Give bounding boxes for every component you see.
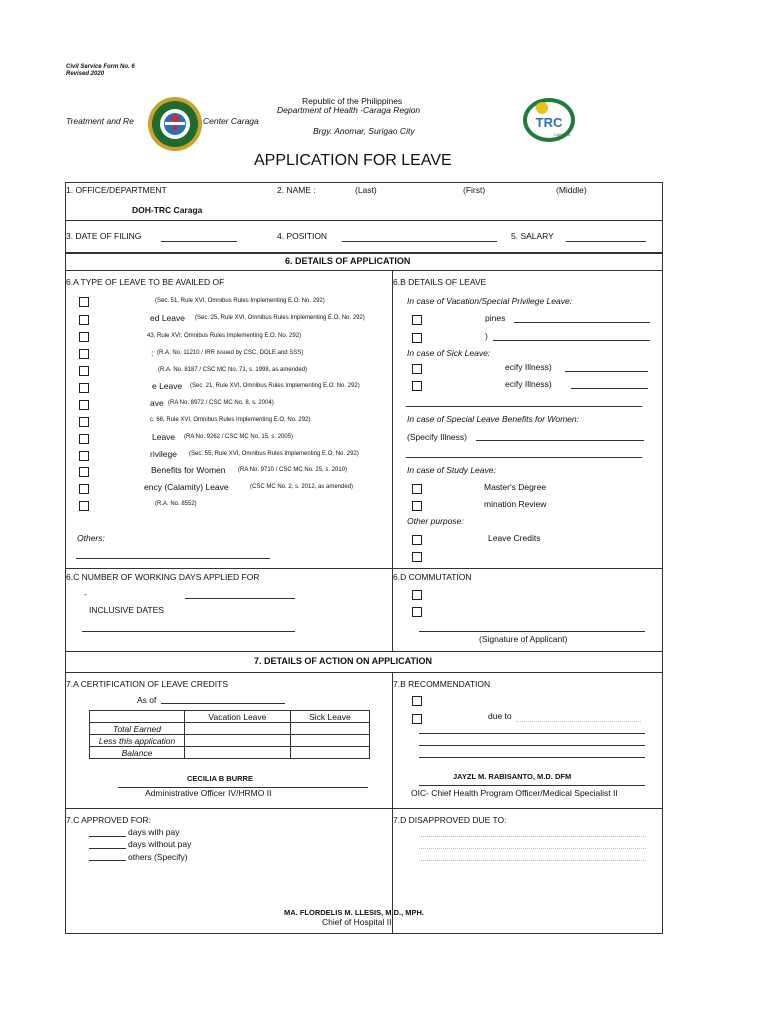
other-purpose-caption: Other purpose: <box>407 516 464 526</box>
applicant-signature-line[interactable] <box>419 631 645 632</box>
leave-type-reference: (RA No. 9710 / CSC MC No. 25, s. 2010) <box>238 467 348 473</box>
leave-type-reference: (Sec. 55, Rule XVI, Omnibus Rules Implementing E.O. No. 292) <box>189 451 359 457</box>
section6d-title: 6.D COMMUTATION <box>393 572 472 582</box>
leave-type-checkbox[interactable] <box>79 366 89 376</box>
others-label: Others: <box>77 533 105 543</box>
position-label: 4. POSITION <box>277 231 328 241</box>
women-specify-label: (Specify Illness) <box>407 432 467 442</box>
leave-type-name: e Leave <box>152 381 183 391</box>
as-of-label: As of <box>137 695 157 705</box>
others-specify-label: others (Specify) <box>128 852 188 862</box>
recommendation-line[interactable] <box>419 757 645 758</box>
name-first-label: (First) <box>463 185 486 195</box>
vacation-less-cell[interactable] <box>185 735 291 747</box>
sick-extra-line[interactable] <box>406 406 642 407</box>
leave-type-checkbox[interactable] <box>79 349 89 359</box>
monetization-checkbox[interactable] <box>412 535 422 545</box>
women-specify-field[interactable] <box>476 440 644 441</box>
disapproval-reason-line[interactable] <box>419 848 646 849</box>
commutation-not-requested-checkbox[interactable] <box>412 590 422 600</box>
study-leave-caption: In case of Study Leave: <box>407 465 496 475</box>
salary-field[interactable] <box>566 241 646 242</box>
leave-type-checkbox[interactable] <box>79 467 89 477</box>
department-text: Department of Health -Caraga Region <box>277 105 421 115</box>
working-days-field[interactable] <box>185 598 295 599</box>
table-row-label: Balance <box>90 747 185 759</box>
sick-balance-cell[interactable] <box>290 747 369 759</box>
form-revision: Revised 2020 <box>66 71 105 77</box>
days-without-pay-field[interactable] <box>89 848 126 849</box>
republic-text: Republic of the Philippines <box>302 96 403 106</box>
section7a-title: 7.A CERTIFICATION OF LEAVE CREDITS <box>66 679 229 689</box>
abroad-field[interactable] <box>493 340 650 341</box>
due-to-field[interactable] <box>516 721 641 722</box>
within-philippines-checkbox[interactable] <box>412 315 422 325</box>
leave-type-name: ency (Calamity) Leave <box>144 482 229 492</box>
within-philippines-label: pines <box>485 313 506 323</box>
vacation-total-earned-cell[interactable] <box>185 723 291 735</box>
vacation-balance-cell[interactable] <box>185 747 291 759</box>
form-number: Civil Service Form No. 6 <box>66 64 135 70</box>
section6b-title: 6.B DETAILS OF LEAVE <box>393 277 487 287</box>
days-with-pay-field[interactable] <box>89 836 126 837</box>
office-value[interactable]: DOH-TRC Caraga <box>132 205 203 215</box>
out-patient-field[interactable] <box>571 388 648 389</box>
leave-type-checkbox[interactable] <box>79 501 89 511</box>
hr-officer-name: CECILIA B BURRE <box>187 774 253 783</box>
working-days-dash: - <box>84 589 87 599</box>
salary-label: 5. SALARY <box>511 231 554 241</box>
for-approval-checkbox[interactable] <box>412 696 422 706</box>
disapproval-reason-line[interactable] <box>419 836 646 837</box>
date-of-filing-label: 3. DATE OF FILING <box>66 231 142 241</box>
days-with-pay-label: days with pay <box>128 827 180 837</box>
days-without-pay-label: days without pay <box>128 839 192 849</box>
in-hospital-field[interactable] <box>565 371 648 372</box>
within-philippines-field[interactable] <box>514 322 650 323</box>
facility-name-left: Treatment and Re <box>66 116 134 126</box>
leave-type-checkbox[interactable] <box>79 400 89 410</box>
due-to-label: due to <box>488 711 512 721</box>
hr-officer-title: Administrative Officer IV/HRMO II <box>145 788 272 798</box>
for-disapproval-checkbox[interactable] <box>412 714 422 724</box>
leave-type-name: Leave <box>152 432 176 442</box>
sick-total-earned-cell[interactable] <box>290 723 369 735</box>
recommendation-line[interactable] <box>419 733 645 734</box>
approver-title: Chief of Hospital II <box>322 917 392 927</box>
leave-type-checkbox[interactable] <box>79 315 89 325</box>
section7d-title: 7.D DISAPPROVED DUE TO: <box>393 815 507 825</box>
others-specify-field[interactable] <box>89 860 126 861</box>
table-row-label: Total Earned <box>90 723 185 735</box>
commutation-requested-checkbox[interactable] <box>412 607 422 617</box>
women-leave-caption: In case of Special Leave Benefits for Women: <box>407 414 579 424</box>
leave-type-reference: c. 68, Rule XVI, Omnibus Rules Implementing E.O. No. 292) <box>150 417 311 423</box>
trc-logo-subtext: CARAGA <box>553 132 571 137</box>
facility-name-right: Center Caraga <box>203 116 259 126</box>
table-header-cell: Sick Leave <box>290 711 369 723</box>
as-of-field[interactable] <box>161 703 285 704</box>
leave-type-checkbox[interactable] <box>79 297 89 307</box>
section6c-title: 6.C NUMBER OF WORKING DAYS APPLIED FOR <box>66 572 260 582</box>
leave-type-reference: (R.A. No. 8552) <box>155 501 197 507</box>
leave-credits-table <box>89 710 370 759</box>
others-field[interactable] <box>76 558 270 559</box>
name-label: 2. NAME : <box>277 185 316 195</box>
recommender-signature-line[interactable] <box>419 785 645 786</box>
leave-type-reference: (R.A. No. 8187 / CSC MC No. 71, s. 1998, as amended) <box>158 367 308 373</box>
leave-type-checkbox[interactable] <box>79 417 89 427</box>
section7-column-divider <box>392 672 393 934</box>
leave-type-reference: 43, Rule XVI, Omnibus Rules Implementing E.O. No. 292) <box>147 333 302 339</box>
leave-type-checkbox[interactable] <box>79 434 89 444</box>
bar-board-review-checkbox[interactable] <box>412 501 422 511</box>
trc-logo-text: TRC <box>535 115 563 130</box>
monetization-label: Leave Credits <box>488 533 541 543</box>
women-extra-line[interactable] <box>406 457 642 458</box>
leave-type-reference: (RA No. 9262 / CSC MC No. 15, s. 2005) <box>184 434 294 440</box>
section6c-divider <box>65 568 663 569</box>
bar-board-review-label: mination Review <box>484 499 547 509</box>
leave-type-reference: (Sec. 51, Rule XVI, Omnibus Rules Implementing E.O. No. 292) <box>155 298 325 304</box>
section6-title: 6. DETAILS OF APPLICATION <box>285 256 411 266</box>
in-hospital-checkbox[interactable] <box>412 364 422 374</box>
leave-type-reference: (CSC MC No. 2, s. 2012, as amended) <box>250 484 354 490</box>
doh-seal-logo <box>147 96 203 152</box>
section6-column-divider <box>392 270 393 652</box>
masters-degree-label: Master's Degree <box>484 482 547 492</box>
leave-type-checkbox[interactable] <box>79 383 89 393</box>
vacation-leave-caption: In case of Vacation/Special Privilege Leave: <box>407 296 573 306</box>
leave-type-reference: (R.A. No. 11210 / IRR issued by CSC, DOLE and SSS) <box>157 350 304 356</box>
masters-degree-checkbox[interactable] <box>412 484 422 494</box>
abroad-label: ) <box>485 331 488 341</box>
row-divider <box>65 220 663 221</box>
leave-type-checkbox[interactable] <box>79 451 89 461</box>
office-label: 1. OFFICE/DEPARTMENT <box>66 185 167 195</box>
recommendation-line[interactable] <box>419 745 645 746</box>
leave-type-name: Benefits for Women <box>151 465 226 475</box>
out-patient-checkbox[interactable] <box>412 381 422 391</box>
sick-less-cell[interactable] <box>290 735 369 747</box>
sick-leave-caption: In case of Sick Leave: <box>407 348 491 358</box>
table-header-cell <box>90 711 185 723</box>
leave-type-checkbox[interactable] <box>79 332 89 342</box>
name-last-label: (Last) <box>355 185 377 195</box>
section7c-divider <box>65 808 663 809</box>
address-text: Brgy. Anomar, Surigao City <box>313 126 415 136</box>
date-of-filing-field[interactable] <box>161 241 237 242</box>
recommender-name: JAYZL M. RABISANTO, M.D. DFM <box>453 772 572 781</box>
section6a-title: 6.A TYPE OF LEAVE TO BE AVAILED OF <box>66 277 225 287</box>
terminal-leave-checkbox[interactable] <box>412 552 422 562</box>
inclusive-dates-label: INCLUSIVE DATES <box>89 605 164 615</box>
disapproval-reason-line[interactable] <box>419 860 646 861</box>
abroad-checkbox[interactable] <box>412 333 422 343</box>
leave-type-name: rivilege <box>150 449 177 459</box>
section7-title: 7. DETAILS OF ACTION ON APPLICATION <box>254 656 433 666</box>
leave-type-checkbox[interactable] <box>79 484 89 494</box>
inclusive-dates-field[interactable] <box>82 631 295 632</box>
section7c-title: 7.C APPROVED FOR: <box>66 815 152 825</box>
section7b-title: 7.B RECOMMENDATION <box>393 679 491 689</box>
section6-title-divider <box>65 270 663 271</box>
leave-type-reference: (RA No. 8972 / CSC MC No. 8, s. 2004) <box>168 400 274 406</box>
out-patient-label: ecify Illness) <box>505 379 552 389</box>
form-title: APPLICATION FOR LEAVE <box>254 152 452 169</box>
applicant-signature-caption: (Signature of Applicant) <box>479 634 568 644</box>
table-row-label: Less this application <box>90 735 185 747</box>
table-header-cell: Vacation Leave <box>185 711 291 723</box>
leave-type-name: ed Leave <box>150 313 185 323</box>
name-middle-label: (Middle) <box>556 185 587 195</box>
in-hospital-label: ecify Illness) <box>505 362 552 372</box>
leave-type-reference: (Sec. 25, Rule XVI, Omnibus Rules Implementing E.O. No. 292) <box>195 315 365 321</box>
position-field[interactable] <box>342 241 497 242</box>
approver-name: MA. FLORDELIS M. LLESIS, M.D., MPH. <box>284 908 424 917</box>
leave-type-name: ave <box>150 398 164 408</box>
trc-caraga-logo <box>522 97 576 143</box>
leave-type-name: : <box>151 348 154 358</box>
recommender-title: OIC- Chief Health Program Officer/Medical Specialist II <box>411 788 618 798</box>
leave-type-reference: (Sec. 21, Rule XVI, Omnibus Rules Implementing E.O. No. 292) <box>190 383 360 389</box>
